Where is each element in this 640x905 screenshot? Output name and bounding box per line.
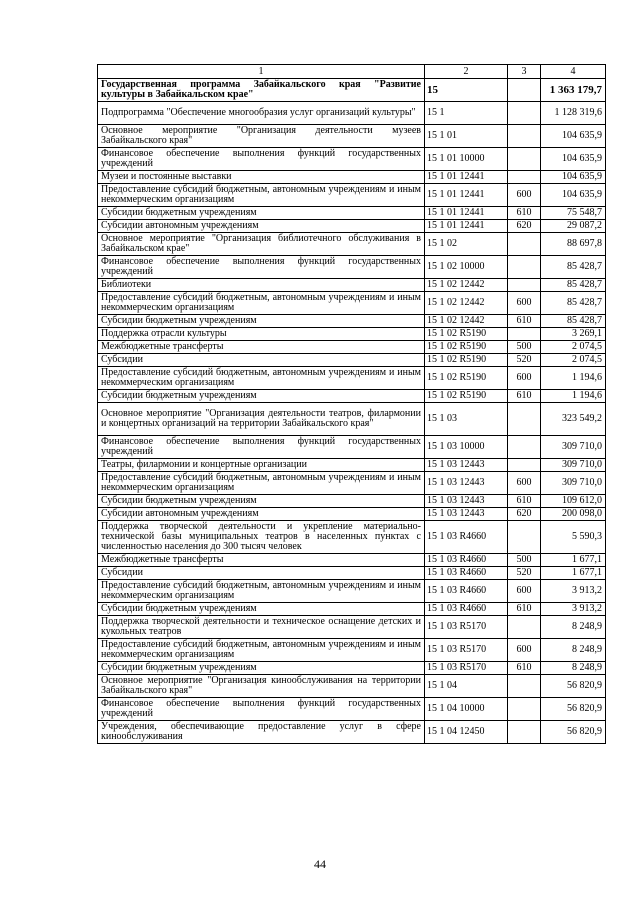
table-row [98,148,606,171]
table-row [98,639,606,662]
row-amount-cell: 1 677,1 [541,554,606,567]
row-expense-type-cell [508,79,541,102]
row-amount-cell: 29 087,2 [541,220,606,233]
row-amount-cell: 8 248,9 [541,662,606,675]
row-amount-cell: 85 428,7 [541,256,606,279]
row-name-cell: Предоставление субсидий бюджетным, автономным учреждениям и иным некоммерческим организациям [98,580,425,603]
row-amount-cell: 309 710,0 [541,472,606,495]
row-amount-cell: 200 098,0 [541,508,606,521]
row-amount-cell: 104 635,9 [541,148,606,171]
row-expense-type-cell: 600 [508,472,541,495]
row-expense-type-cell: 600 [508,639,541,662]
row-code-cell: 15 1 03 R5170 [425,662,508,675]
row-name-cell: Субсидии автономным учреждениям [98,220,425,233]
row-amount-cell: 3 913,2 [541,603,606,616]
row-expense-type-cell: 500 [508,554,541,567]
row-amount-cell: 85 428,7 [541,315,606,328]
row-name-cell: Поддержка отрасли культуры [98,328,425,341]
row-code-cell: 15 1 03 12443 [425,508,508,521]
row-expense-type-cell: 610 [508,390,541,403]
row-name-cell: Театры, филармонии и концертные организации [98,459,425,472]
table-row [98,459,606,472]
table-row [98,567,606,580]
table-row [98,662,606,675]
table-row [98,125,606,148]
table-row [98,233,606,256]
row-amount-cell: 104 635,9 [541,184,606,207]
row-expense-type-cell: 610 [508,603,541,616]
row-amount-cell: 3 269,1 [541,328,606,341]
row-name-cell: Основное мероприятие "Организация деятельности музеев Забайкальского края" [98,125,425,148]
row-expense-type-cell [508,328,541,341]
table-row [98,675,606,698]
page-number: 44 [314,857,326,871]
row-name-cell: Государственная программа Забайкальского края "Развитие культуры в Забайкальском крае" [98,79,425,102]
row-expense-type-cell [508,675,541,698]
row-code-cell: 15 1 03 R5170 [425,616,508,639]
row-expense-type-cell: 600 [508,184,541,207]
table-row [98,102,606,125]
row-name-cell: Финансовое обеспечение выполнения функций государственных учреждений [98,436,425,459]
table-row [98,184,606,207]
row-name-cell: Субсидии бюджетным учреждениям [98,603,425,616]
table-row [98,698,606,721]
row-code-cell: 15 1 03 12443 [425,495,508,508]
table-row [98,171,606,184]
table-row [98,508,606,521]
table-row [98,436,606,459]
row-amount-cell: 56 820,9 [541,675,606,698]
row-amount-cell: 75 548,7 [541,207,606,220]
row-code-cell: 15 1 02 R5190 [425,354,508,367]
row-code-cell: 15 1 03 R4660 [425,567,508,580]
row-code-cell: 15 1 03 R4660 [425,580,508,603]
row-name-cell: Субсидии [98,567,425,580]
row-name-cell: Субсидии бюджетным учреждениям [98,495,425,508]
row-expense-type-cell: 520 [508,567,541,580]
table-row [98,315,606,328]
row-code-cell: 15 1 01 12441 [425,220,508,233]
row-name-cell: Основное мероприятие "Организация кинообслуживания на территории Забайкальского края" [98,675,425,698]
row-name-cell: Субсидии автономным учреждениям [98,508,425,521]
table-row [98,554,606,567]
row-code-cell: 15 1 04 12450 [425,721,508,744]
row-code-cell: 15 1 03 R5170 [425,639,508,662]
row-amount-cell: 2 074,5 [541,354,606,367]
row-amount-cell: 56 820,9 [541,721,606,744]
table-row [98,403,606,436]
row-amount-cell: 1 677,1 [541,567,606,580]
row-code-cell: 15 1 02 [425,233,508,256]
row-expense-type-cell: 600 [508,367,541,390]
table-row [98,603,606,616]
row-name-cell: Межбюджетные трансферты [98,554,425,567]
row-amount-cell: 1 194,6 [541,367,606,390]
header-col-4: 4 [541,65,606,79]
row-amount-cell: 1 363 179,7 [541,79,606,102]
row-name-cell: Финансовое обеспечение выполнения функций государственных учреждений [98,698,425,721]
table-body [98,79,606,744]
row-code-cell: 15 1 01 10000 [425,148,508,171]
row-amount-cell: 309 710,0 [541,459,606,472]
row-expense-type-cell: 600 [508,292,541,315]
row-name-cell: Финансовое обеспечение выполнения функций государственных учреждений [98,256,425,279]
row-expense-type-cell [508,279,541,292]
row-code-cell: 15 1 02 10000 [425,256,508,279]
row-code-cell: 15 1 01 12441 [425,184,508,207]
row-expense-type-cell [508,721,541,744]
row-code-cell: 15 1 03 [425,403,508,436]
row-expense-type-cell [508,233,541,256]
row-name-cell: Подпрограмма "Обеспечение многообразия услуг организаций культуры" [98,102,425,125]
row-expense-type-cell [508,102,541,125]
row-expense-type-cell: 610 [508,662,541,675]
row-amount-cell: 3 913,2 [541,580,606,603]
row-amount-cell: 323 549,2 [541,403,606,436]
row-name-cell: Основное мероприятие "Организация библиотечного обслуживания в Забайкальском крае" [98,233,425,256]
row-code-cell: 15 1 02 R5190 [425,341,508,354]
table-row [98,354,606,367]
table-row [98,580,606,603]
row-expense-type-cell [508,698,541,721]
row-amount-cell: 88 697,8 [541,233,606,256]
table-row [98,495,606,508]
row-amount-cell: 5 590,3 [541,521,606,554]
header-row [98,65,606,79]
row-expense-type-cell: 610 [508,207,541,220]
row-code-cell: 15 1 03 10000 [425,436,508,459]
row-name-cell: Поддержка творческой деятельности и укрепление материально-технической базы муниципальных театров в населенных пунктах с численностью населения до 300 тысяч человек [98,521,425,554]
table-row [98,279,606,292]
row-name-cell: Музеи и постоянные выставки [98,171,425,184]
row-expense-type-cell [508,148,541,171]
row-code-cell: 15 1 02 12442 [425,279,508,292]
row-code-cell: 15 1 03 12443 [425,472,508,495]
row-expense-type-cell: 620 [508,508,541,521]
row-name-cell: Предоставление субсидий бюджетным, автономным учреждениям и иным некоммерческим организациям [98,639,425,662]
row-amount-cell: 85 428,7 [541,279,606,292]
row-code-cell: 15 1 02 R5190 [425,328,508,341]
row-amount-cell: 8 248,9 [541,639,606,662]
row-name-cell: Субсидии бюджетным учреждениям [98,207,425,220]
row-code-cell: 15 1 03 12443 [425,459,508,472]
row-code-cell: 15 [425,79,508,102]
row-expense-type-cell: 500 [508,341,541,354]
row-amount-cell: 104 635,9 [541,125,606,148]
row-amount-cell: 109 612,0 [541,495,606,508]
table-row [98,390,606,403]
row-code-cell: 15 1 03 R4660 [425,603,508,616]
row-name-cell: Учреждения, обеспечивающие предоставление услуг в сфере кинообслуживания [98,721,425,744]
row-expense-type-cell [508,436,541,459]
table-row [98,521,606,554]
table-row [98,79,606,102]
table-row [98,721,606,744]
row-expense-type-cell [508,521,541,554]
row-expense-type-cell: 600 [508,580,541,603]
row-code-cell: 15 1 02 12442 [425,292,508,315]
row-name-cell: Предоставление субсидий бюджетным, автономным учреждениям и иным некоммерческим организациям [98,367,425,390]
header-col-1: 1 [98,65,425,79]
table-row [98,472,606,495]
row-code-cell: 15 1 01 12441 [425,171,508,184]
row-name-cell: Субсидии бюджетным учреждениям [98,662,425,675]
row-code-cell: 15 1 [425,102,508,125]
table-row [98,292,606,315]
row-code-cell: 15 1 02 R5190 [425,367,508,390]
row-expense-type-cell [508,125,541,148]
row-name-cell: Предоставление субсидий бюджетным, автономным учреждениям и иным некоммерческим организациям [98,184,425,207]
row-code-cell: 15 1 04 10000 [425,698,508,721]
row-expense-type-cell [508,256,541,279]
row-code-cell: 15 1 01 12441 [425,207,508,220]
row-name-cell: Субсидии бюджетным учреждениям [98,390,425,403]
row-code-cell: 15 1 01 [425,125,508,148]
row-amount-cell: 1 128 319,6 [541,102,606,125]
row-code-cell: 15 1 04 [425,675,508,698]
row-name-cell: Основное мероприятие "Организация деятельности театров, филармонии и концертных организаций на территории Забайкальского края" [98,403,425,436]
row-name-cell: Субсидии [98,354,425,367]
table-row [98,367,606,390]
budget-table [97,64,606,744]
row-expense-type-cell: 520 [508,354,541,367]
row-name-cell: Предоставление субсидий бюджетным, автономным учреждениям и иным некоммерческим организациям [98,472,425,495]
table-row [98,207,606,220]
row-amount-cell: 104 635,9 [541,171,606,184]
row-code-cell: 15 1 02 R5190 [425,390,508,403]
table-row [98,256,606,279]
row-expense-type-cell [508,459,541,472]
row-code-cell: 15 1 03 R4660 [425,554,508,567]
table-row [98,220,606,233]
row-name-cell: Поддержка творческой деятельности и техническое оснащение детских и кукольных театров [98,616,425,639]
header-col-3: 3 [508,65,541,79]
row-amount-cell: 56 820,9 [541,698,606,721]
row-expense-type-cell: 610 [508,315,541,328]
row-expense-type-cell: 620 [508,220,541,233]
row-name-cell: Предоставление субсидий бюджетным, автономным учреждениям и иным некоммерческим организациям [98,292,425,315]
row-code-cell: 15 1 02 12442 [425,315,508,328]
row-expense-type-cell [508,616,541,639]
row-expense-type-cell [508,171,541,184]
table-row [98,341,606,354]
row-name-cell: Субсидии бюджетным учреждениям [98,315,425,328]
table-row [98,616,606,639]
table-row [98,328,606,341]
budget-table-container [97,64,605,744]
row-expense-type-cell: 610 [508,495,541,508]
row-amount-cell: 85 428,7 [541,292,606,315]
row-name-cell: Библиотеки [98,279,425,292]
row-amount-cell: 2 074,5 [541,341,606,354]
row-code-cell: 15 1 03 R4660 [425,521,508,554]
row-name-cell: Межбюджетные трансферты [98,341,425,354]
row-expense-type-cell [508,403,541,436]
header-col-2: 2 [425,65,508,79]
row-amount-cell: 8 248,9 [541,616,606,639]
row-amount-cell: 1 194,6 [541,390,606,403]
row-name-cell: Финансовое обеспечение выполнения функций государственных учреждений [98,148,425,171]
row-amount-cell: 309 710,0 [541,436,606,459]
